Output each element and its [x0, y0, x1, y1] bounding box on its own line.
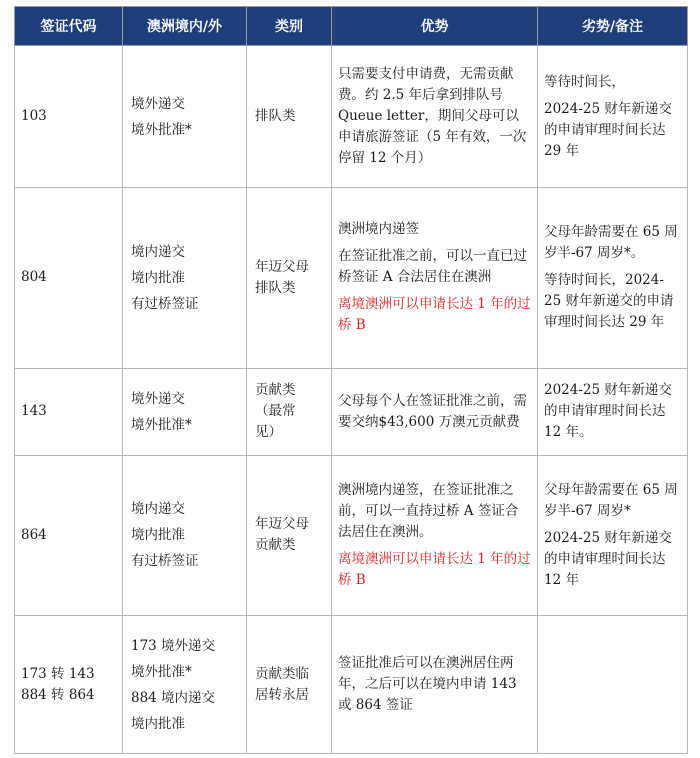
table-row	[15, 46, 688, 188]
cell-line: （最常	[255, 403, 296, 420]
cell-disadvantages	[538, 188, 688, 369]
header-disadvantages: 劣势/备注	[538, 7, 688, 46]
cell-category	[247, 188, 332, 369]
cell-location	[123, 455, 247, 615]
cell-line: 境内递交	[131, 243, 185, 260]
cell-line: 年迈父母	[255, 516, 309, 533]
cell-line: 年迈父母	[255, 258, 309, 275]
cell-advantages	[332, 455, 538, 615]
highlight-note: 离境澳洲可以申请长达 1 年的过桥 B	[338, 550, 531, 588]
cell-location	[123, 46, 247, 188]
cell-paragraph: 父母每个人在签证批准之前，需要交纳$43,600 万澳元贡献费	[338, 392, 527, 430]
cell-advantages	[332, 46, 538, 188]
cell-line: 境内批准	[131, 269, 185, 286]
cell-disadvantages	[538, 616, 688, 754]
cell-line: 境外批准*	[131, 416, 192, 433]
cell-paragraph: 等待时间长，2024-25 财年新递交的申请审理时间长达 29 年	[544, 272, 674, 331]
cell-paragraph: 2024-25 财年新递交的申请审理时间长达 12 年。	[544, 382, 672, 441]
header-advantages: 优势	[332, 7, 538, 46]
cell-paragraph: 澳洲境内递签，在签证批准之前，可以一直持过桥 A 签证合法居住在澳洲。	[338, 481, 519, 540]
cell-advantages	[332, 188, 538, 369]
cell-paragraph: 2024-25 财年新递交的申请审理时间长达 29 年	[544, 100, 672, 159]
cell-disadvantages	[538, 455, 688, 615]
cell-line: 居转永居	[255, 686, 309, 703]
cell-paragraph: 父母年龄需要在 65 周岁半-67 周岁*。	[544, 224, 678, 262]
cell-paragraph: 签证批准后可以在澳洲居住两年，之后可以在境内申请 143 或 864 签证	[338, 655, 517, 713]
cell-line: 境外批准*	[131, 121, 192, 138]
cell-line: 103	[21, 108, 47, 124]
cell-code	[15, 368, 123, 455]
header-code: 签证代码	[15, 7, 123, 46]
table-row	[15, 368, 688, 455]
cell-disadvantages	[538, 46, 688, 188]
cell-paragraph: 等待时间长，	[544, 73, 625, 90]
header-location: 澳洲境内/外	[123, 7, 247, 46]
cell-advantages	[332, 616, 538, 754]
cell-line: 884 转 864	[21, 686, 95, 703]
cell-paragraph: 澳洲境内递签	[338, 221, 419, 238]
cell-line: 境外递交	[131, 390, 185, 407]
cell-line: 173 转 143	[21, 665, 95, 682]
cell-line: 境外批准*	[131, 663, 192, 680]
cell-category	[247, 368, 332, 455]
cell-code	[15, 455, 123, 615]
cell-line: 有过桥签证	[131, 295, 199, 312]
cell-category	[247, 616, 332, 754]
cell-location	[123, 616, 247, 754]
cell-paragraph: 在签证批准之前，可以一直已过桥签证 A 合法居住在澳洲	[338, 248, 527, 286]
cell-line: 见）	[255, 424, 282, 441]
cell-disadvantages	[538, 368, 688, 455]
cell-advantages	[332, 368, 538, 455]
header-row	[15, 7, 688, 46]
cell-location	[123, 368, 247, 455]
cell-paragraph: 只需要支付申请费，无需贡献费。约 2.5 年后拿到排队号 Queue letter，期间父母可以申请旅游签证（5 年有效，一次停留 12 个月）	[338, 66, 527, 166]
cell-code	[15, 188, 123, 369]
cell-line: 804	[21, 269, 47, 286]
cell-code	[15, 46, 123, 188]
cell-line: 境内递交	[131, 501, 185, 518]
cell-line: 143	[21, 403, 47, 420]
cell-line: 贡献类	[255, 537, 296, 554]
highlight-note: 离境澳洲可以申请长达 1 年的过桥 B	[338, 296, 531, 334]
cell-line: 境外递交	[131, 95, 185, 112]
table-body	[15, 46, 688, 754]
cell-line: 贡献类	[255, 382, 296, 399]
table-row	[15, 188, 688, 369]
cell-paragraph: 2024-25 财年新递交的申请审理时间长达 12 年	[544, 529, 672, 588]
cell-line: 864	[21, 526, 47, 543]
cell-line: 贡献类临	[255, 665, 309, 682]
table-row	[15, 616, 688, 754]
visa-comparison-table	[14, 6, 688, 754]
cell-category	[247, 46, 332, 188]
header-category: 类别	[247, 7, 332, 46]
cell-line: 排队类	[255, 108, 296, 124]
cell-paragraph: 父母年龄需要在 65 周岁半-67 周岁*	[544, 481, 678, 519]
table-row	[15, 455, 688, 615]
cell-location	[123, 188, 247, 369]
cell-category	[247, 455, 332, 615]
cell-line: 排队类	[255, 279, 296, 296]
cell-line: 境内批准	[131, 715, 185, 732]
cell-line: 173 境外递交	[131, 637, 216, 654]
cell-line: 境内批准	[131, 527, 185, 544]
cell-line: 有过桥签证	[131, 553, 199, 570]
cell-code	[15, 616, 123, 754]
cell-line: 884 境内递交	[131, 689, 216, 706]
